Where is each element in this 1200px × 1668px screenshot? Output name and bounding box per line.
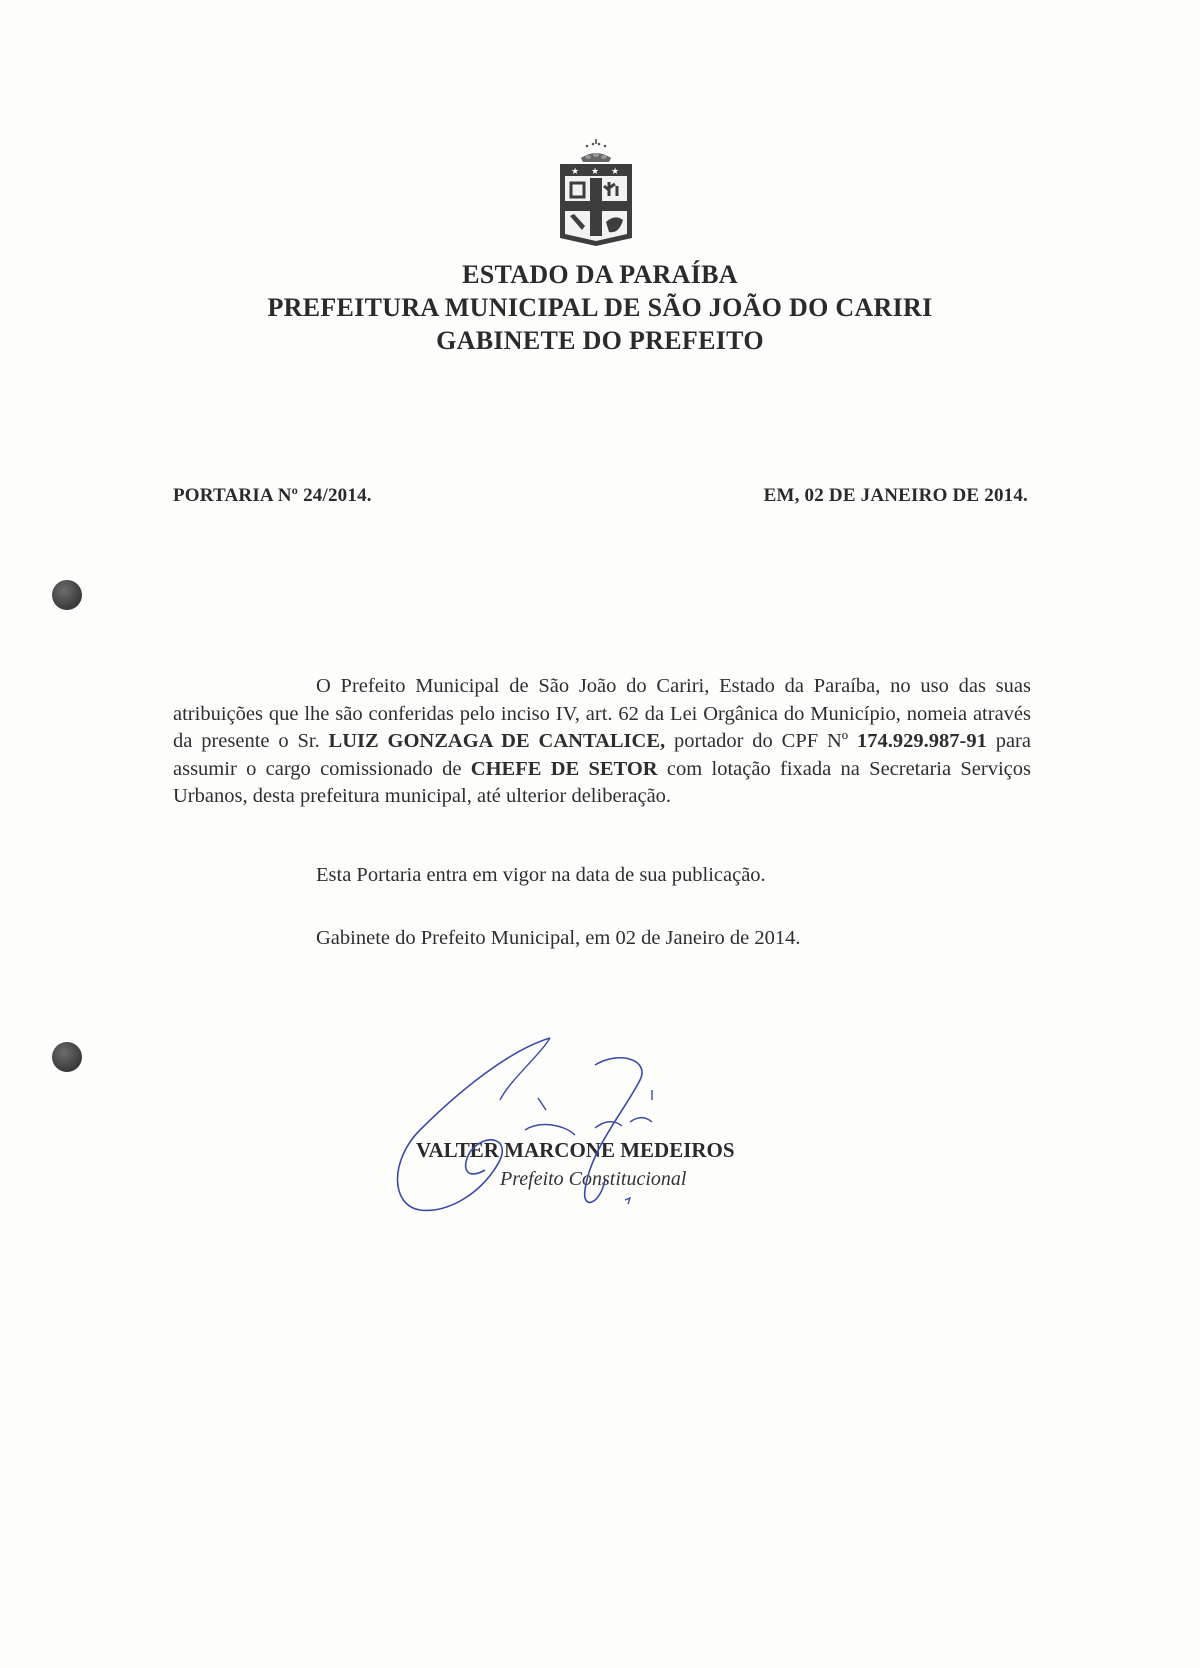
municipality-name: PREFEITURA MUNICIPAL DE SÃO JOÃO DO CARIRI (267, 293, 933, 322)
para1-text-c: para assumir o cargo comissionado de (173, 730, 1031, 780)
state-name: ESTADO DA PARAÍBA (462, 260, 738, 289)
office-name: GABINETE DO PREFEITO (436, 326, 764, 355)
svg-text:★: ★ (611, 167, 620, 177)
portaria-number: PORTARIA Nº 24/2014. (173, 485, 372, 506)
cpf-number: 174.929.987-91 (857, 730, 987, 752)
para1-text-b: portador do CPF Nº (665, 730, 858, 752)
para1-text-d: com lotação fixada na Secretaria Serviços Urbanos, desta prefeitura municipal, até ulterior deliberação. (173, 757, 1032, 807)
position-title: CHEFE DE SETOR (470, 757, 658, 780)
municipal-crest-icon (557, 138, 635, 256)
punch-hole-bottom (52, 1042, 82, 1072)
svg-text:★: ★ (591, 167, 600, 177)
appointee-name: LUIZ GONZAGA DE CANTALICE, (328, 730, 666, 752)
document-date: EM, 02 DE JANEIRO DE 2014. (763, 485, 1028, 506)
svg-text:★: ★ (571, 167, 580, 177)
handwritten-signature-icon (390, 1020, 710, 1220)
signatory-title: Prefeito Constitucional (500, 1168, 687, 1190)
appointment-paragraph (173, 673, 1031, 811)
letterhead (0, 258, 1200, 357)
signatory-name: VALTER MARCONE MEDEIROS (416, 1138, 735, 1162)
para1-text-a: O Prefeito Municipal de São João do Cariri, Estado da Paraíba, no uso das suas atribuições que lhe são conferidas pelo inciso IV, art. 62 da Lei Orgânica do Município, nomeia através da presente o Sr. (173, 675, 1031, 752)
effective-date-paragraph: Esta Portaria entra em vigor na data de sua publicação. (316, 864, 766, 886)
closing-paragraph: Gabinete do Prefeito Municipal, em 02 de Janeiro de 2014. (316, 927, 801, 949)
punch-hole-top (52, 580, 82, 610)
